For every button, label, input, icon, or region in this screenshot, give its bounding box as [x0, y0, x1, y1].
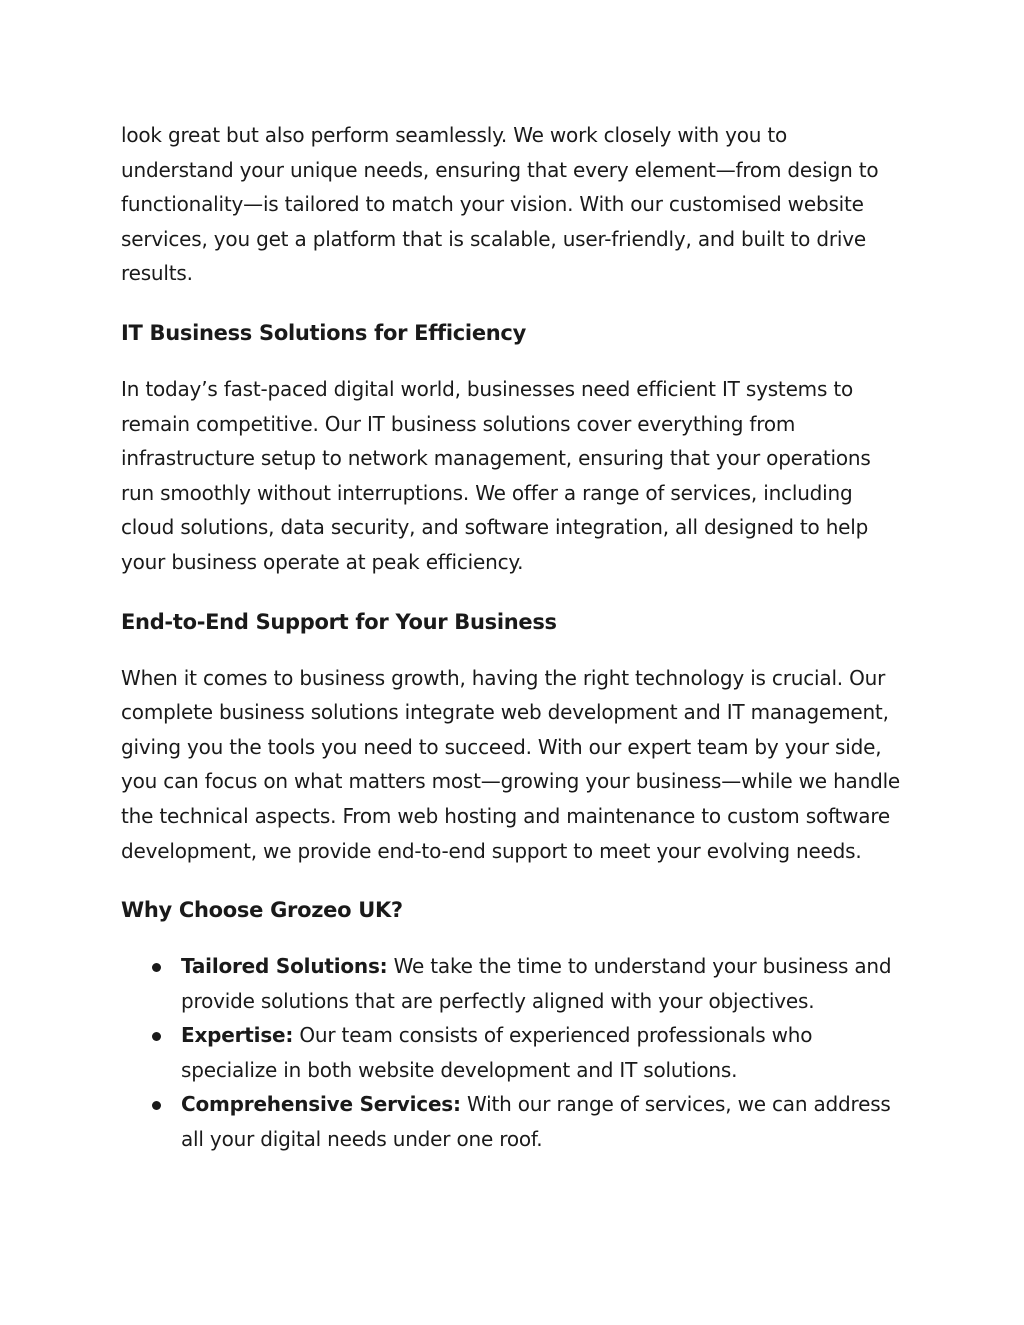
- list-item-term: Tailored Solutions:: [181, 954, 388, 979]
- list-item: [121, 1018, 905, 1087]
- document-page: [121, 118, 905, 1157]
- list-item-text: Our team consists of experienced professionals who specialize in both website development and IT solutions.: [181, 1023, 813, 1082]
- bullet-icon: [152, 1032, 161, 1041]
- reasons-list: [121, 949, 905, 1157]
- list-item: [121, 1087, 905, 1156]
- bullet-icon: [152, 1101, 161, 1110]
- section-heading-it-solutions: IT Business Solutions for Efficiency: [121, 320, 526, 345]
- section-body-end-to-end: When it comes to business growth, having the right technology is crucial. Our complete business solutions integrate web development and IT management, giving you the tools you need to succeed. With our expert team by your side, you can focus on what matters most—growing your business—while we handle the technical aspects. From web hosting and maintenance to custom software development, we provide end-to-end support to meet your evolving needs.: [121, 665, 901, 863]
- list-item-term: Comprehensive Services:: [181, 1092, 461, 1117]
- list-item: [121, 949, 905, 1018]
- section-body-it-solutions: In today’s fast-paced digital world, businesses need efficient IT systems to remain competitive. Our IT business solutions cover everything from infrastructure setup to network management, ensuring that your operations run smoothly without interruptions. We offer a range of services, including cloud solutions, data security, and software integration, all designed to help your business operate at peak efficiency.: [121, 376, 871, 574]
- section-heading-end-to-end: End-to-End Support for Your Business: [121, 609, 557, 634]
- list-item-text: With our range of services, we can address all your digital needs under one roof.: [181, 1092, 891, 1152]
- bullet-icon: [152, 963, 161, 972]
- list-item-term: Expertise:: [181, 1023, 294, 1048]
- list-item-text: We take the time to understand your business and provide solutions that are perfectly aligned with your objectives.: [181, 954, 892, 1013]
- intro-paragraph: look great but also perform seamlessly. We work closely with you to understand your unique needs, ensuring that every element—from design to functionality—is tailored to match your vision. With our customised website services, you get a platform that is scalable, user-friendly, and built to drive results.: [121, 123, 879, 286]
- section-heading-why-choose: Why Choose Grozeo UK?: [121, 898, 403, 923]
